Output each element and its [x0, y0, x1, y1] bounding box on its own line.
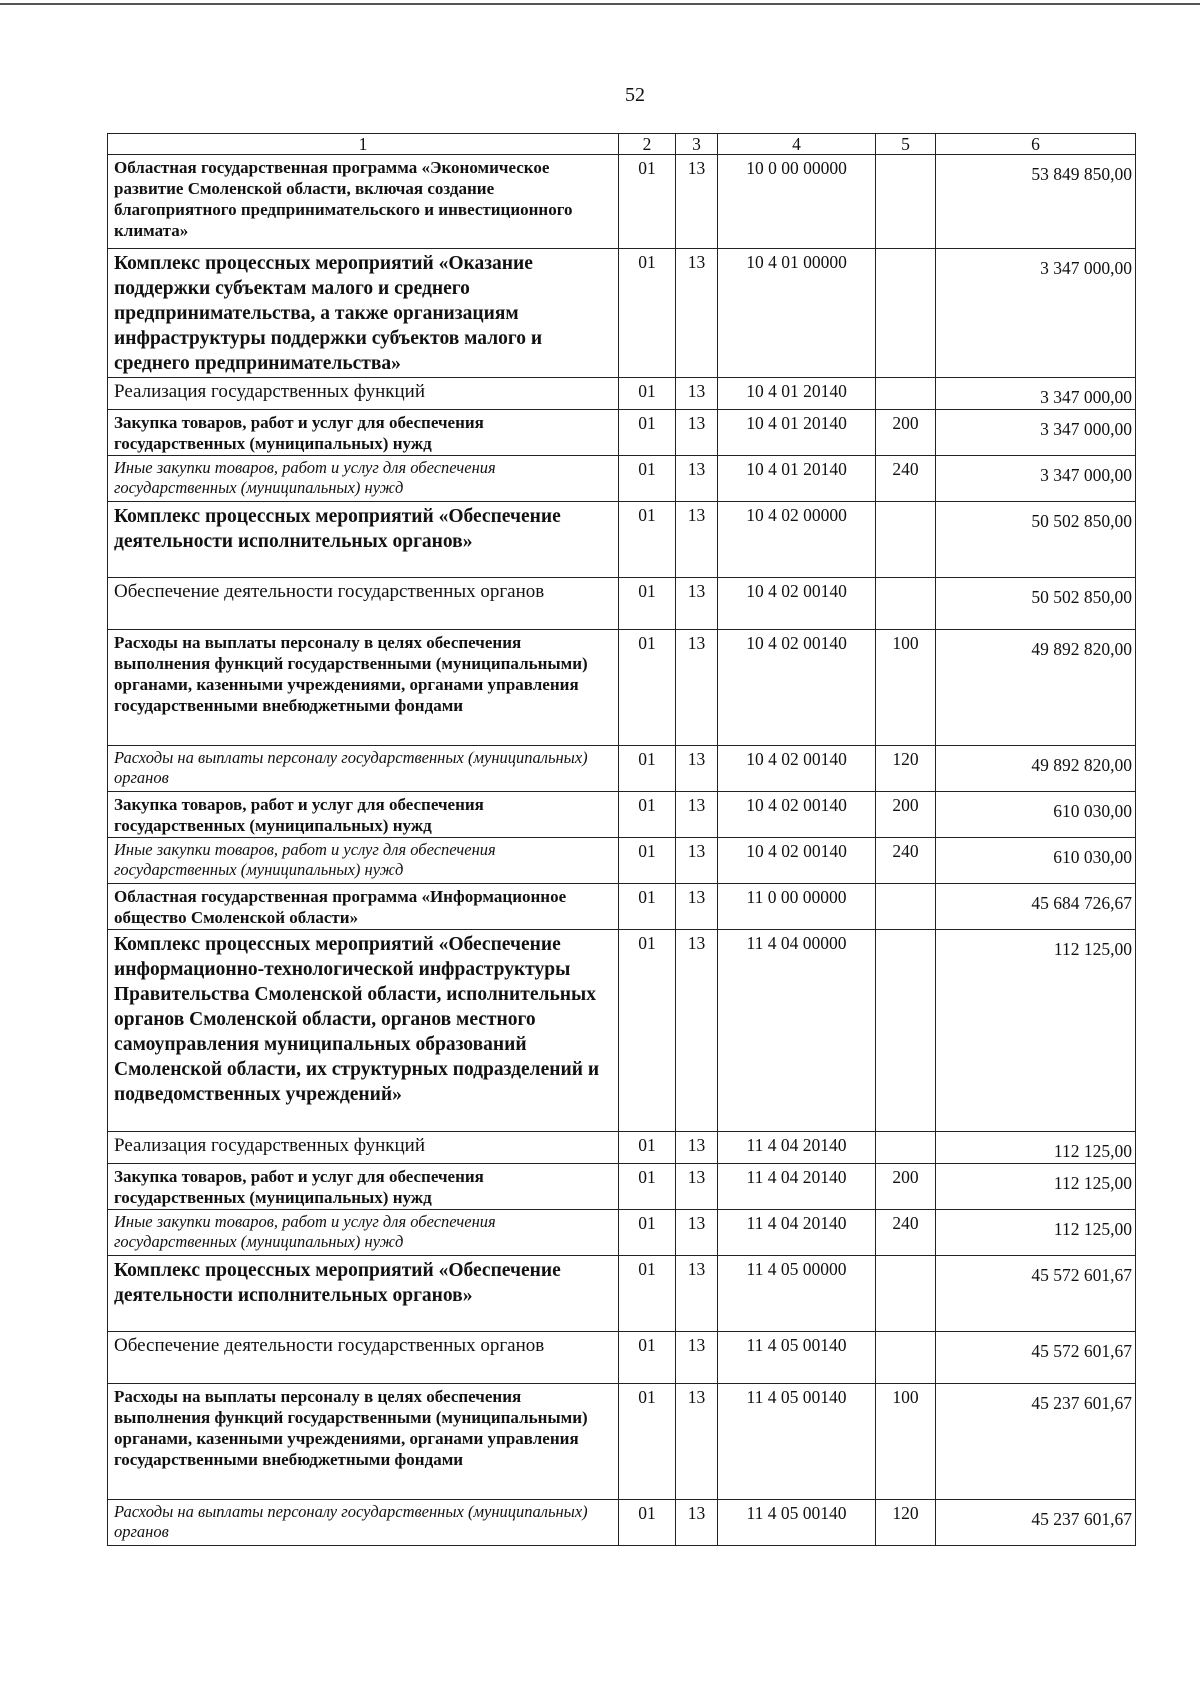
subsection-code-cell: 13	[676, 1210, 718, 1256]
expense-name-cell: Областная государственная программа «Информационное общество Смоленской области»	[108, 884, 619, 930]
expense-type-cell: 120	[876, 746, 936, 792]
expense-name-cell: Расходы на выплаты персоналу государственных (муниципальных) органов	[108, 746, 619, 792]
section-code-cell: 01	[619, 1256, 676, 1332]
target-article-cell: 11 4 04 20140	[718, 1132, 876, 1164]
subsection-code-cell: 13	[676, 930, 718, 1132]
table-row	[108, 884, 1136, 930]
subsection-code-cell: 13	[676, 155, 718, 249]
subsection-code-cell: 13	[676, 884, 718, 930]
table-row	[108, 792, 1136, 838]
table-row	[108, 1132, 1136, 1164]
amount-cell: 112 125,00	[936, 1210, 1136, 1256]
expense-type-cell	[876, 1132, 936, 1164]
expense-type-cell: 240	[876, 456, 936, 502]
expense-name-cell: Реализация государственных функций	[108, 378, 619, 410]
amount-cell: 45 572 601,67	[936, 1256, 1136, 1332]
table-row	[108, 630, 1136, 746]
section-code-cell: 01	[619, 838, 676, 884]
amount-cell: 610 030,00	[936, 792, 1136, 838]
expense-name-cell: Закупка товаров, работ и услуг для обеспечения государственных (муниципальных) нужд	[108, 410, 619, 456]
budget-table-body	[108, 134, 1136, 1546]
expense-name-cell: Областная государственная программа «Экономическое развитие Смоленской области, включая создание благоприятного предпринимательского и инвестиционного климата»	[108, 155, 619, 249]
expense-name-cell: Реализация государственных функций	[108, 1132, 619, 1164]
target-article-cell: 11 4 05 00000	[718, 1256, 876, 1332]
section-code-cell: 01	[619, 410, 676, 456]
expense-type-cell: 200	[876, 1164, 936, 1210]
expense-name-cell: Комплекс процессных мероприятий «Обеспечение деятельности исполнительных органов»	[108, 502, 619, 578]
section-code-cell: 01	[619, 1500, 676, 1546]
amount-cell: 3 347 000,00	[936, 249, 1136, 378]
budget-table	[107, 133, 1136, 1546]
section-code-cell: 01	[619, 792, 676, 838]
amount-cell: 49 892 820,00	[936, 746, 1136, 792]
section-code-cell: 01	[619, 456, 676, 502]
expense-type-cell: 240	[876, 1210, 936, 1256]
target-article-cell: 10 4 02 00140	[718, 746, 876, 792]
amount-cell: 3 347 000,00	[936, 410, 1136, 456]
expense-name-cell: Закупка товаров, работ и услуг для обеспечения государственных (муниципальных) нужд	[108, 1164, 619, 1210]
column-header: 5	[876, 134, 936, 155]
target-article-cell: 10 4 01 20140	[718, 410, 876, 456]
subsection-code-cell: 13	[676, 502, 718, 578]
table-row	[108, 746, 1136, 792]
table-row	[108, 578, 1136, 630]
subsection-code-cell: 13	[676, 746, 718, 792]
table-row	[108, 378, 1136, 410]
subsection-code-cell: 13	[676, 378, 718, 410]
expense-type-cell: 120	[876, 1500, 936, 1546]
subsection-code-cell: 13	[676, 838, 718, 884]
expense-type-cell	[876, 578, 936, 630]
column-header: 2	[619, 134, 676, 155]
table-row	[108, 502, 1136, 578]
expense-type-cell: 100	[876, 1384, 936, 1500]
expense-type-cell: 200	[876, 792, 936, 838]
target-article-cell: 10 4 01 20140	[718, 378, 876, 410]
target-article-cell: 11 4 05 00140	[718, 1384, 876, 1500]
subsection-code-cell: 13	[676, 1256, 718, 1332]
amount-cell: 50 502 850,00	[936, 578, 1136, 630]
expense-type-cell	[876, 155, 936, 249]
section-code-cell: 01	[619, 630, 676, 746]
amount-cell: 45 684 726,67	[936, 884, 1136, 930]
subsection-code-cell: 13	[676, 578, 718, 630]
table-row	[108, 838, 1136, 884]
table-row	[108, 1210, 1136, 1256]
expense-type-cell	[876, 249, 936, 378]
section-code-cell: 01	[619, 884, 676, 930]
column-header: 3	[676, 134, 718, 155]
expense-type-cell	[876, 502, 936, 578]
expense-name-cell: Расходы на выплаты персоналу в целях обеспечения выполнения функций государственными (муниципальными) органами, казенными учреждениями, органами управления государственными внебюджетными фондами	[108, 630, 619, 746]
section-code-cell: 01	[619, 930, 676, 1132]
table-row	[108, 930, 1136, 1132]
section-code-cell: 01	[619, 1384, 676, 1500]
table-row	[108, 456, 1136, 502]
section-code-cell: 01	[619, 578, 676, 630]
section-code-cell: 01	[619, 1164, 676, 1210]
target-article-cell: 10 4 02 00140	[718, 630, 876, 746]
subsection-code-cell: 13	[676, 1500, 718, 1546]
section-code-cell: 01	[619, 1132, 676, 1164]
expense-name-cell: Комплекс процессных мероприятий «Обеспечение информационно-технологической инфраструктуры Правительства Смоленской области, исполнительных органов Смоленской области, органов местного самоуправления муниципальных образований Смоленской области, их структурных подразделений и подведомственных учреждений»	[108, 930, 619, 1132]
column-number-row	[108, 134, 1136, 155]
column-header: 4	[718, 134, 876, 155]
subsection-code-cell: 13	[676, 630, 718, 746]
subsection-code-cell: 13	[676, 1132, 718, 1164]
expense-name-cell: Иные закупки товаров, работ и услуг для обеспечения государственных (муниципальных) нужд	[108, 1210, 619, 1256]
subsection-code-cell: 13	[676, 792, 718, 838]
amount-cell: 50 502 850,00	[936, 502, 1136, 578]
target-article-cell: 10 0 00 00000	[718, 155, 876, 249]
amount-cell: 112 125,00	[936, 1132, 1136, 1164]
expense-name-cell: Расходы на выплаты персоналу государственных (муниципальных) органов	[108, 1500, 619, 1546]
subsection-code-cell: 13	[676, 1164, 718, 1210]
expense-type-cell	[876, 930, 936, 1132]
amount-cell: 53 849 850,00	[936, 155, 1136, 249]
subsection-code-cell: 13	[676, 1384, 718, 1500]
table-row	[108, 1384, 1136, 1500]
section-code-cell: 01	[619, 249, 676, 378]
column-header: 1	[108, 134, 619, 155]
table-row	[108, 1164, 1136, 1210]
table-row	[108, 410, 1136, 456]
amount-cell: 45 572 601,67	[936, 1332, 1136, 1384]
target-article-cell: 11 4 04 20140	[718, 1210, 876, 1256]
expense-name-cell: Иные закупки товаров, работ и услуг для обеспечения государственных (муниципальных) нужд	[108, 838, 619, 884]
amount-cell: 45 237 601,67	[936, 1500, 1136, 1546]
target-article-cell: 11 4 05 00140	[718, 1500, 876, 1546]
target-article-cell: 10 4 02 00000	[718, 502, 876, 578]
expense-name-cell: Иные закупки товаров, работ и услуг для обеспечения государственных (муниципальных) нужд	[108, 456, 619, 502]
target-article-cell: 10 4 02 00140	[718, 838, 876, 884]
table-row	[108, 249, 1136, 378]
column-header: 6	[936, 134, 1136, 155]
expense-type-cell	[876, 1256, 936, 1332]
expense-type-cell: 100	[876, 630, 936, 746]
amount-cell: 112 125,00	[936, 1164, 1136, 1210]
subsection-code-cell: 13	[676, 410, 718, 456]
expense-name-cell: Обеспечение деятельности государственных органов	[108, 1332, 619, 1384]
target-article-cell: 11 4 04 00000	[718, 930, 876, 1132]
section-code-cell: 01	[619, 155, 676, 249]
target-article-cell: 10 4 01 00000	[718, 249, 876, 378]
amount-cell: 49 892 820,00	[936, 630, 1136, 746]
amount-cell: 3 347 000,00	[936, 456, 1136, 502]
target-article-cell: 11 0 00 00000	[718, 884, 876, 930]
scan-edge	[0, 0, 1200, 8]
subsection-code-cell: 13	[676, 1332, 718, 1384]
section-code-cell: 01	[619, 1210, 676, 1256]
expense-type-cell	[876, 1332, 936, 1384]
page-number: 52	[625, 84, 645, 106]
table-row	[108, 1256, 1136, 1332]
expense-type-cell	[876, 884, 936, 930]
subsection-code-cell: 13	[676, 249, 718, 378]
table-row	[108, 1500, 1136, 1546]
amount-cell: 3 347 000,00	[936, 378, 1136, 410]
target-article-cell: 11 4 05 00140	[718, 1332, 876, 1384]
subsection-code-cell: 13	[676, 456, 718, 502]
section-code-cell: 01	[619, 378, 676, 410]
expense-type-cell	[876, 378, 936, 410]
table-row	[108, 1332, 1136, 1384]
expense-name-cell: Обеспечение деятельности государственных органов	[108, 578, 619, 630]
target-article-cell: 10 4 02 00140	[718, 578, 876, 630]
target-article-cell: 10 4 01 20140	[718, 456, 876, 502]
target-article-cell: 10 4 02 00140	[718, 792, 876, 838]
section-code-cell: 01	[619, 502, 676, 578]
expense-type-cell: 240	[876, 838, 936, 884]
expense-name-cell: Комплекс процессных мероприятий «Оказание поддержки субъектам малого и среднего предпринимательства, а также организациям инфраструктуры поддержки субъектов малого и среднего предпринимательства»	[108, 249, 619, 378]
amount-cell: 112 125,00	[936, 930, 1136, 1132]
expense-name-cell: Закупка товаров, работ и услуг для обеспечения государственных (муниципальных) нужд	[108, 792, 619, 838]
amount-cell: 610 030,00	[936, 838, 1136, 884]
amount-cell: 45 237 601,67	[936, 1384, 1136, 1500]
expense-name-cell: Расходы на выплаты персоналу в целях обеспечения выполнения функций государственными (муниципальными) органами, казенными учреждениями, органами управления государственными внебюджетными фондами	[108, 1384, 619, 1500]
section-code-cell: 01	[619, 1332, 676, 1384]
expense-name-cell: Комплекс процессных мероприятий «Обеспечение деятельности исполнительных органов»	[108, 1256, 619, 1332]
table-row	[108, 155, 1136, 249]
expense-type-cell: 200	[876, 410, 936, 456]
section-code-cell: 01	[619, 746, 676, 792]
target-article-cell: 11 4 04 20140	[718, 1164, 876, 1210]
